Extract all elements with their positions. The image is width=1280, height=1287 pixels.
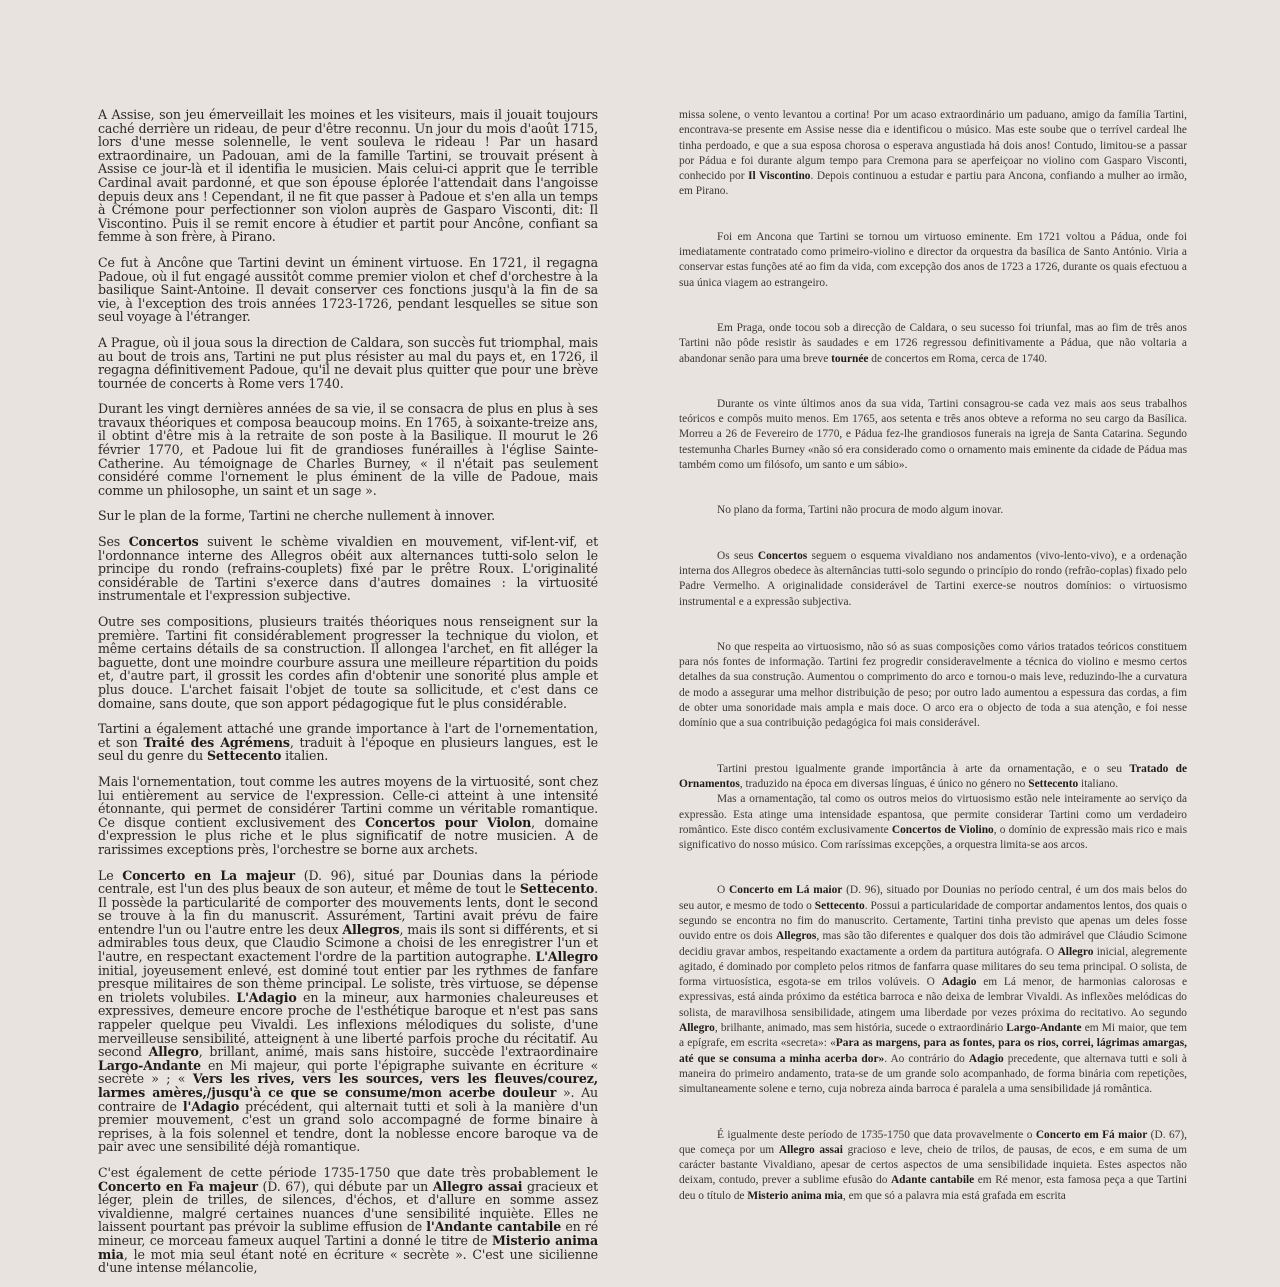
fr-paragraph-2: Ce fut à Ancône que Tartini devint un éminent virtuose. En 1721, il regagna Padoue, où il fut engagé aussitôt comme premier violon et chef d'orchestre à la basilique Saint-Antoine. Il devait conserver ces fonctions jusqu'à la fin de sa vie, à l'exception des trois années 1723-1726, pendant lesquelles se situe son seul voyage à l'étranger.: [98, 254, 598, 325]
fr-paragraph-11: C'est également de cette période 1735-1750 que date très probablement le Concerto en Fa majeur (D. 67), qui débute par un Allegro assai gracieux et léger, plein de trilles, de silences, d'échos, et d'allure en somme assez vivaldienne, malgré certaines nuances d'une sensibilité inquiète. Elles ne laissent pourtant pas prévoir la sublime effusion de l'Andante cantabile en ré mineur, ce morceau fameux auquel Tartini a donné le titre de Misterio anima mia, le mot mia seul étant noté en écriture « secrète ». C'est une sicilienne d'une intense mélancolie,: [98, 1164, 599, 1276]
pt-paragraph-6: Os seus Concertos seguem o esquema vivaldiano nos andamentos (vivo-lento-vivo), e a ordenação interna dos Allegros obedece às alternâncias tutti-solo segundo o princípio do rondo (refrão-coplas) fixado pelo Padre Vermelho. A originalidade considerável de Tartini exerce-se noutros domínios: o virtuosismo instrumental e a expressão subjectiva.: [679, 549, 1187, 608]
fr-paragraph-10: Le Concerto en La majeur (D. 96), situé par Dounias dans la période centrale, est l'un des plus beaux de son auteur, et même de tout le Settecento. Il possède la particularité de comporter des mouvements lents, dont le second se trouve à la fin du manuscrit. Assurément, Tartini avait prévu de faire entendre l'un ou l'autre entre les deux Allegros, mais ils sont si différents, et si admirables tous deux, que Claudio Scimone a choisi de les enregistrer l'un et l'autre, en respectant exactement l'ordre de la partition autographe. L'Allegro initial, joyeusement enlevé, est dominé tout entier par les rythmes de fanfare presque militaires de son thème principal. Le soliste, très virtuose, se dépense en triolets volubiles. L'Adagio en la mineur, aux harmonies chaleureuses et expressives, demeure encore proche de l'esthétique baroque et n'est pas sans rappeler quelque peu Vivaldi. Les inflexions mélodiques du soliste, d'une merveilleuse sensibilité, atteignent à une liberté parfois proche du récitatif. Au second Allegro, brillant, animé, mais sans histoire, succède l'extraordinaire Largo-Andante en Mi majeur, qui porte l'épigraphe suivante en écriture « secrète » ; « Vers les rives, vers les sources, vers les fleuves/courez, larmes amères,/jusqu'à ce que se consume/mon acerbe douleur ». Au contraire de l'Adagio précédent, qui alternait tutti et soli à la manière d'un premier mouvement, c'est un grand solo accompagné de forme binaire à reprises, à la fois solennel et tendre, dont la noblesse encore baroque va de pair avec une sensibilité déjà romantique.: [98, 867, 599, 1155]
pt-paragraph-7: No que respeita ao virtuosismo, não só as suas composições como vários tratados teóricos constituem para nós fontes de informação. Tartini fez progredir consideravelmente a técnica do violino e mesmo certos detalhes da sua construção. Aumentou o comprimento do arco e tornou-o mais leve, reduzindo-lhe a curvatura de modo a assegurar uma melhor distribuição de peso; por outro lado aumentou a espessura das cordas, a fim de obter uma sonoridade mais ampla e mais doce. O arco era o objecto de toda a sua atenção, e foi nesse domínio que a sua contribuição pedagógica foi mais considerável.: [679, 640, 1187, 730]
fr-paragraph-1: A Assise, son jeu émerveillait les moines et les visiteurs, mais il jouait toujours caché derrière un rideau, de peur d'être reconnu. Un jour du mois d'août 1715, lors d'une messe solennelle, le vent souleva le rideau ! Par un hasard extraordinaire, un Padouan, ami de la famille Tartini, se trouvait présent à Assise ce jour-là et il identifia le musicien. Mais celui-ci apprit que le terrible Cardinal avait pardonné, et que son épouse éplorée l'attendait dans l'angoisse depuis deux ans ! Cependant, il ne fit que passer à Padoue et s'en alla un temps à Crémone pour perfectionner son violon auprès de Gasparo Visconti, dit: Il Viscontino. Puis il se remit encore à étudier et partit pour Ancône, confiant sa femme à son frère, à Pirano.: [98, 107, 598, 245]
french-column: [98, 108, 598, 1287]
fr-paragraph-7: Outre ses compositions, plusieurs traités théoriques nous renseignent sur la première. Tartini fit considérablement progresser la technique du violon, et même certains détails de sa construction. Il allongea l'archet, en fit alléger la baguette, dont une moindre courbure assura une meilleure répartition du poids et, d'autre part, il grossit les cordes afin d'obtenir une sonorité plus ample et plus douce. L'archet faisait l'objet de toute sa sollicitude, et c'est dans ce domaine, sans doute, que son apport pédagogique fut le plus considérable.: [98, 614, 598, 711]
fr-paragraph-8: Tartini a également attaché une grande importance à l'art de l'ornementation, et son Traité des Agrémens, traduit à l'époque en plusieurs langues, est le seul du genre du Settecento italien.: [98, 721, 598, 764]
pt-paragraph-3: Em Praga, onde tocou sob a direcção de Caldara, o seu sucesso foi triunfal, mas ao fim de três anos Tartini não pôde resistir às saudades e em 1726 regressou definitivamente a Pádua, que não voltaria a abandonar senão para uma breve tournée de concertos em Roma, cerca de 1740.: [679, 321, 1187, 365]
fr-paragraph-6: Ses Concertos suivent le schème vivaldien en mouvement, vif-lent-vif, et l'ordonnance interne des Allegros obéit aux alternances tutti-solo selon le principe du rondo (refrains-couplets) fixé par le prêtre Roux. L'originalité considérable de Tartini s'exerce dans d'autres domaines : la virtuosité instrumentale et l'expression subjective.: [98, 534, 598, 604]
portuguese-column: [679, 108, 1187, 1204]
pt-paragraph-10: O Concerto em Lá maior (D. 96), situado por Dounias no período central, é um dos mais belos do seu autor, e mesmo de todo o Settecento. Possui a particularidade de comportar andamentos lentos, dos quais o segundo se encontra no fim do manuscrito. Certamente, Tartini tinha previsto que apenas um deles fosse ouvido entre os dois Allegros, mas são tão diferentes e qualquer dos dois tão admirável que Cláudio Scimone decidiu gravar ambos, respeitando exactamente a ordem da partitura autógrafa. O Allegro inicial, alegremente agitado, é dominado por completo pelos ritmos de fanfarra quase militares do seu tema principal. O solista, de forma virtuosística, esgota-se em trilos volúveis. O Adagio em Lá menor, de harmonias calorosas e expressivas, está ainda próximo da estética barroca e não deixa de lembrar Vivaldi. As inflexões melódicas do solista, de maravilhosa sensibilidade, atingem uma liberdade por vezes próxima do recitativo. Ao segundo Allegro, brilhante, animado, mas sem história, sucede o extraordinário Largo-Andante em Mi maior, que tem a epígrafe, em escrita «secreta»: «Para as margens, para as fontes, para os rios, correi, lágrimas amargas, até que se consuma a minha acerba dor». Ao contrário do Adagio precedente, que alternava tutti e soli à maneira do primeiro andamento, trata-se de um grande solo acompanhado, de forma binária com repetições, simultaneamente solene e terno, cuja nobreza ainda barroca é paralela a uma sensibilidade já romântica.: [679, 884, 1188, 1096]
pt-paragraph-2: Foi em Ancona que Tartini se tornou um virtuoso eminente. Em 1721 voltou a Pádua, onde foi imediatamente contratado como primeiro-violino e director da orquestra da basílica de Santo António. Viria a conservar estas funções até ao fim da vida, com excepção dos anos de 1723 a 1726, durante os quais efectuou a sua única viagem ao estrangeiro.: [679, 230, 1187, 289]
pt-paragraph-9: Mas a ornamentação, tal como os outros meios do virtuosismo estão nele inteiramente ao serviço da expressão. Esta atinge uma intensidade espantosa, que permite considerar Tartini como um verdadeiro romântico. Este disco contém exclusivamente Concertos de Violino, o domínio de expressão mais rico e mais significativo do nosso músico. Com raríssimas excepções, a orquestra limita-se aos arcos.: [679, 793, 1188, 852]
fr-paragraph-5: Sur le plan de la forme, Tartini ne cherche nullement à innover.: [98, 508, 495, 524]
pt-paragraph-11: É igualmente deste período de 1735-1750 que data provavelmente o Concerto em Fá maior (D. 67), que começa por um Allegro assai gracioso e leve, cheio de trilos, de pausas, de ecos, e em suma de um carácter bastante Vivaldiano, apesar de certos aspectos de uma sensibilidade inquieta. Estes aspectos não deixam, contudo, prever a sublime efusão do Adante cantabile em Ré menor, esta famosa peça a que Tartini deu o título de Misterio anima mia, em que só a palavra mia está grafada em escrita: [679, 1128, 1187, 1202]
pt-paragraph-5: No plano da forma, Tartini não procura de modo algum inovar.: [717, 504, 1004, 517]
pt-paragraph-4: Durante os vinte últimos anos da sua vida, Tartini consagrou-se cada vez mais aos seus trabalhos teóricos e compôs muito menos. Em 1765, aos setenta e três anos obteve a reforma no seu cargo da Basílica. Morreu a 26 de Fevereiro de 1770, e Pádua fez-lhe grandiosos funerais na igreja de Santa Catarina. Segundo testemunha Charles Burney «não só era considerado como o ornamento mais eminente da cidade de Pádua mas também como um filósofo, um santo e um sábio».: [679, 397, 1187, 472]
fr-paragraph-9: Mais l'ornementation, tout comme les autres moyens de la virtuosité, sont chez lui entièrement au service de l'expression. Celle-ci atteint à une intensité étonnante, qui permet de considérer Tartini comme un véritable romantique. Ce disque contient exclusivement des Concertos pour Violon, domaine d'expression le plus riche et le plus significatif de notre musicien. A de rarissimes exceptions près, l'orchestre se borne aux archets.: [98, 773, 598, 857]
pt-paragraph-8: Tartini prestou igualmente grande importância à arte da ornamentação, e o seu Tratado de Ornamentos, traduzido na época em diversas línguas, é único no género no Settecento italiano.: [679, 762, 1187, 790]
fr-paragraph-4: Durant les vingt dernières années de sa vie, il se consacra de plus en plus à ses travaux théoriques et composa beaucoup moins. En 1765, à soixante-treize ans, il obtint d'être mis à la retraite de son poste à la Basilique. Il mourut le 26 février 1770, et Padoue lui fit de grandioses funérailles à l'église Sainte-Catherine. Au témoignage de Charles Burney, « il n'était pas seulement considéré comme l'ornement le plus éminent de la ville de Padoue, mais comme un philosophe, un saint et un sage ».: [98, 401, 598, 498]
pt-paragraph-1: missa solene, o vento levantou a cortina! Por um acaso extraordinário um paduano, amigo da família Tartini, encontrava-se presente em Assise nesse dia e identificou o músico. Mas este soube que o terrível cardeal lhe tinha perdoado, e que a sua esposa chorosa o esperava angustiada há dois anos! Contudo, limitou-se a passar por Pádua e foi durante algum tempo para Cremona para se aperfeiçoar no violino com Gasparo Visconti, conhecido por Il Viscontino. Depois continuou a estudar e partiu para Ancona, confiando a mulher ao irmão, em Pirano.: [679, 109, 1188, 198]
fr-paragraph-3: A Prague, où il joua sous la direction de Caldara, son succès fut triomphal, mais au bout de trois ans, Tartini ne put plus résister au mal du pays et, en 1726, il regagna définitivement Padoue, qu'il ne devait plus quitter que pour une brève tournée de concerts à Rome vers 1740.: [98, 334, 598, 391]
